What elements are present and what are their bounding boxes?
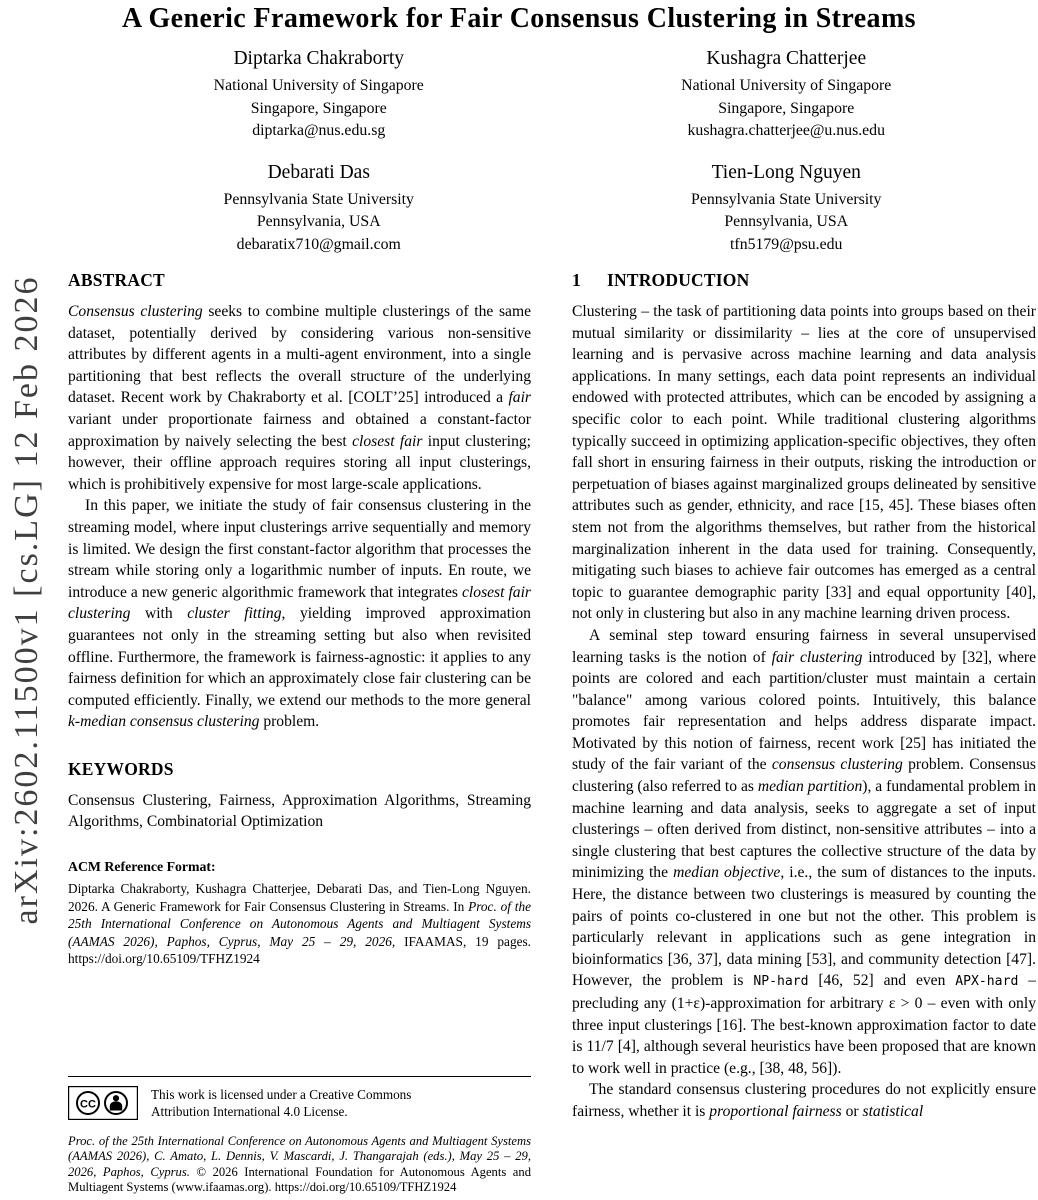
- license-text: This work is licensed under a Creative Commons Attribution International 4.0 License.: [151, 1087, 412, 1119]
- abstract-paragraph: In this paper, we initiate the study of fair consensus clustering in the streaming model, where input clusterings arrive sequentially and memory is limited. We design the first constant-factor algorithm that processes the stream while storing only a logarithmic number of inputs. En route, we introduce a new generic algorithmic framework that integrates closest fair clustering with cluster fitting, yielding improved approximation guarantees not only in the streaming setting but also when revisited offline. Furthermore, the framework is fairness-agnostic: it applies to any fairness definition for which an approximately close fair clustering can be computed efficiently. Finally, we extend our methods to the more general k-median consensus clustering problem.: [68, 497, 531, 731]
- author-location: Singapore, Singapore: [718, 99, 855, 117]
- keywords-heading: KEYWORDS: [68, 758, 174, 779]
- paper-title: A Generic Framework for Fair Consensus Clustering in Streams: [122, 3, 916, 34]
- license-block: [68, 1076, 531, 1120]
- author-name: Tien-Long Nguyen: [711, 161, 861, 183]
- abstract-heading: ABSTRACT: [68, 270, 165, 290]
- author-affiliation: Pennsylvania State University: [223, 190, 414, 208]
- keywords-section: [68, 759, 531, 833]
- conference-footnote: [68, 1134, 531, 1195]
- author-affiliation: Pennsylvania State University: [691, 190, 882, 208]
- author-location: Pennsylvania, USA: [724, 213, 849, 230]
- abstract-paragraph: Consensus clustering seeks to combine multiple clusterings of the same dataset, potentially derived by considering various non-sensitive attributes by different agents in a multi-agent environment, into a single partitioning that best reflects the overall structure of the underlying dataset. Recent work by Chakraborty et al. [COLT’25] introduced a fair variant under proportionate fairness and obtained a constant-factor approximation by naively selecting the best closest fair input clustering; however, their offline approach requires storing all input clusterings, which is prohibitively expensive for most large-scale applications.: [68, 303, 532, 493]
- cc-by-badge-icon: [68, 1086, 138, 1120]
- introduction-heading: [572, 270, 1036, 291]
- section-number: 1: [572, 270, 581, 290]
- conference-footnote-text: Proc. of the 25th International Conference on Autonomous Agents and Multiagent Systems (AAMAS 2026), C. Amato, L. Dennis, V. Mascardi, J. Thangarajah (eds.), May 25 – 29, 2026, Paphos, Cyprus. © 2026 International Foundation for Autonomous Agents and Multiagent Systems (www.ifaamas.org). https://doi.org/10.65109/TFHZ1924: [68, 1134, 531, 1194]
- author-affiliation: National University of Singapore: [681, 77, 892, 94]
- author-email: tfn5179@psu.edu: [730, 235, 843, 253]
- acm-reference-section: [68, 859, 531, 968]
- acm-reference-heading: ACM Reference Format:: [68, 859, 216, 875]
- author-card: [85, 162, 553, 257]
- author-name: Diptarka Chakraborty: [233, 48, 405, 69]
- author-card: [553, 48, 1021, 143]
- author-affiliation: National University of Singapore: [213, 77, 424, 94]
- arxiv-stamp: arXiv:2602.11500v1 [cs.LG] 12 Feb 2026: [8, 275, 45, 925]
- section-title: INTRODUCTION: [607, 270, 750, 290]
- right-column: [572, 270, 1036, 1200]
- authors-block: [85, 48, 1020, 256]
- keywords-text: Consensus Clustering, Fairness, Approximation Algorithms, Streaming Algorithms, Combinatorial Optimization: [68, 791, 531, 831]
- abstract-section: [68, 270, 531, 733]
- introduction-paragraph: A seminal step toward ensuring fairness in several unsupervised learning tasks is the notion of fair clustering introduced by [32], where points are colored and each partition/cluster must maintain a certain "balance" among various colored points. Intuitively, this balance promotes fair representation and helps address disparate impact. Motivated by this notion of fairness, recent work [25] has initiated the study of the fair variant of the consensus clustering problem. Consensus clustering (also referred to as median partition), a fundamental problem in machine learning and data analysis, seeks to aggregate a set of input clusterings – often derived from distinct, non-sensitive attributes – into a single clustering that best captures the collective structure of the data by minimizing the median objective, i.e., the sum of distances to the inputs. Here, the distance between two clusterings is measured by counting the pairs of points co-clustered in one but not the other. This problem is particularly relevant in applications such as gene integration in bioinformatics [36, 37], data mining [53], and community detection [47]. However, the problem is NP-hard [46, 52] and even APX-hard – precluding any (1+ε)-approximation for arbitrary ε > 0 – even with only three input clusterings [16]. The best-known approximation factor to date is 11/7 [4], although several heuristics have been proposed that are known to work well in practice (e.g., [38, 48, 56]).: [572, 626, 1036, 1077]
- introduction-paragraph: The standard consensus clustering procedures do not explicitly ensure fairness, whether it is proportional fairness or statistical: [572, 1081, 1036, 1120]
- author-email: diptarka@nus.edu.sg: [252, 122, 386, 139]
- author-email: kushagra.chatterjee@u.nus.edu: [687, 122, 885, 139]
- author-name: Kushagra Chatterjee: [706, 48, 867, 69]
- author-card: [553, 162, 1021, 257]
- author-card: [85, 48, 553, 143]
- acm-reference-text: Diptarka Chakraborty, Kushagra Chatterjee, Debarati Das, and Tien-Long Nguyen. 2026. A Generic Framework for Fair Consensus Clustering in Streams. In Proc. of the 25th International Conference on Autonomous Agents and Multiagent Systems (AAMAS 2026), Paphos, Cyprus, May 25 – 29, 2026, IFAAMAS, 19 pages. https://doi.org/10.65109/TFHZ1924: [68, 881, 531, 967]
- author-location: Pennsylvania, USA: [256, 213, 381, 230]
- cc-badge-cc-label: CC: [80, 1098, 96, 1111]
- introduction-paragraph: Clustering – the task of partitioning data points into groups based on their mutual similarity or dissimilarity – lies at the core of unsupervised learning and is pervasive across machine learning and data analysis applications. In many settings, each data point represents an individual endowed with protected attributes, which can be encoded by assigning a specific color to each point. While traditional clustering algorithms typically succeed in optimizing application-specific objectives, they often fall short in ensuring fairness in their outputs, risking the introduction or perpetuation of biases against marginalized groups delineated by sensitive attributes such as gender, ethnicity, and race [15, 45]. These biases often stem not from the algorithms themselves, but rather from the historical marginalization inherent in the data used for training. Consequently, mitigating such biases to achieve fair outcomes has emerged as a central topic to guarantee demographic parity [33] and equal opportunity [40], not only in clustering but also in any machine learning driven process.: [572, 303, 1036, 623]
- author-name: Debarati Das: [267, 161, 370, 183]
- author-location: Singapore, Singapore: [250, 99, 387, 117]
- left-column: [68, 270, 531, 968]
- author-email: debaratix710@gmail.com: [236, 235, 401, 253]
